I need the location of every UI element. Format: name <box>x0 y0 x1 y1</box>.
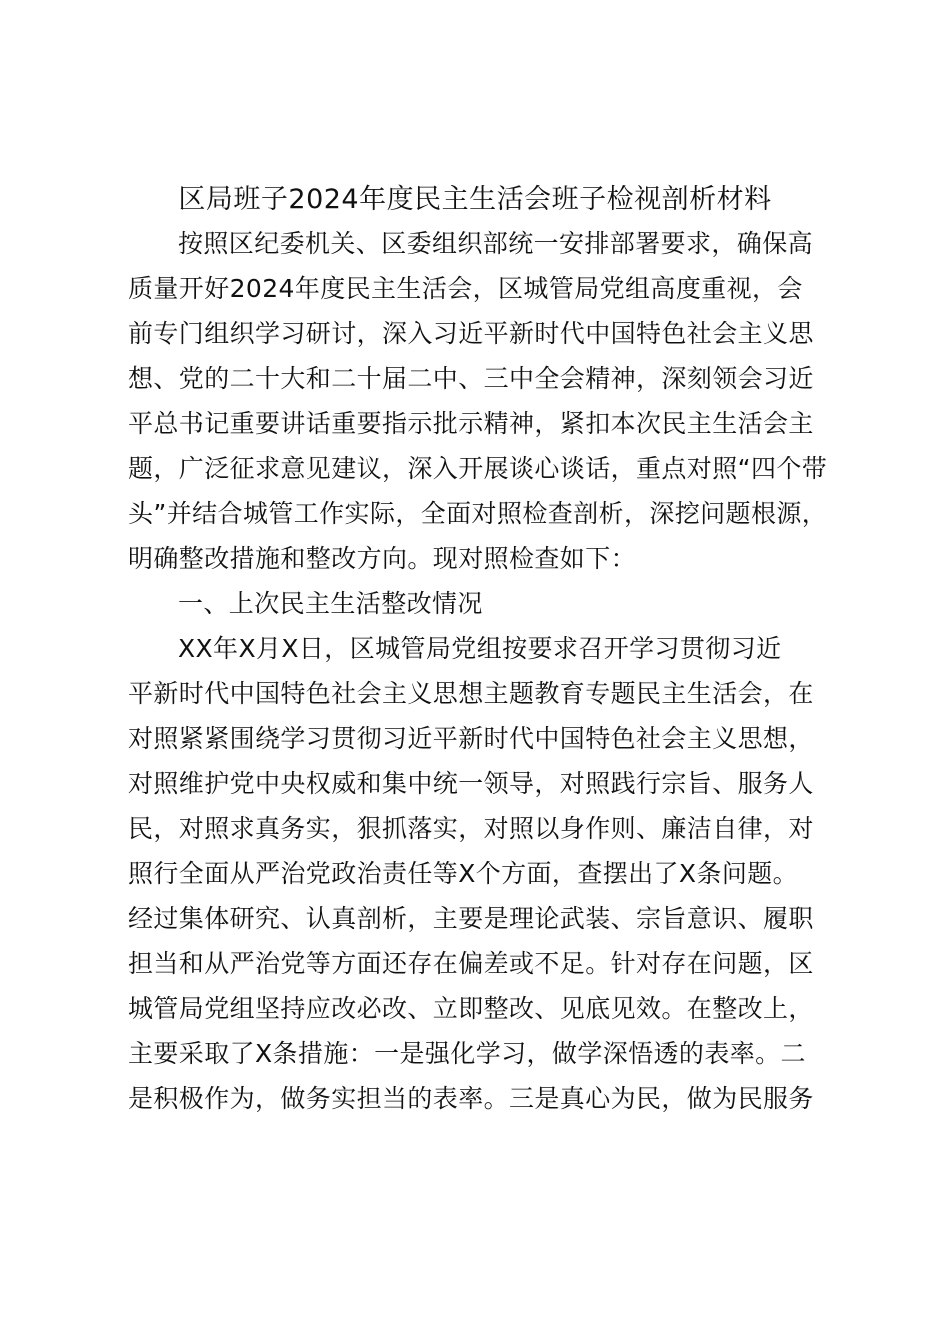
paragraph-line: 明确整改措施和整改方向。现对照检查如下： <box>128 544 637 573</box>
paragraph-line: 民，对照求真务实，狠抓落实，对照以身作则、廉洁自律，对 <box>128 814 814 843</box>
paragraph-line: 担当和从严治党等方面还存在偏差或不足。针对存在问题，区 <box>128 949 814 978</box>
paragraph-line: 照行全面从严治党政治责任等X个方面，查摆出了X条问题。 <box>128 859 799 888</box>
paragraph-line: 是积极作为，做务实担当的表率。三是真心为民，做为民服务 <box>128 1084 814 1113</box>
paragraph-line: 质量开好2024年度民主生活会，区城管局党组高度重视，会 <box>128 274 803 303</box>
paragraph-line: 平总书记重要讲话重要指示批示精神，紧扣本次民主生活会主 <box>128 409 814 438</box>
section-heading: 一、上次民主生活整改情况 <box>178 589 483 618</box>
document-title: 区局班子2024年度民主生活会班子检视剖析材料 <box>178 184 772 215</box>
paragraph-line: 前专门组织学习研讨，深入习近平新时代中国特色社会主义思 <box>128 319 814 348</box>
paragraph-line: 头”并结合城管工作实际，全面对照检查剖析，深挖问题根源， <box>128 499 828 528</box>
paragraph-line: 平新时代中国特色社会主义思想主题教育专题民主生活会，在 <box>128 679 814 708</box>
paragraph-line: 经过集体研究、认真剖析，主要是理论武装、宗旨意识、履职 <box>128 904 814 933</box>
paragraph-line: 对照紧紧围绕学习贯彻习近平新时代中国特色社会主义思想， <box>128 724 814 753</box>
paragraph-line: 题，广泛征求意见建议，深入开展谈心谈话，重点对照“四个带 <box>128 454 828 483</box>
paragraph-line: 城管局党组坚持应改必改、立即整改、见底见效。在整改上， <box>128 994 814 1023</box>
paragraph-line: 主要采取了X条措施：一是强化学习，做学深悟透的表率。二 <box>128 1039 806 1068</box>
paragraph-line: 按照区纪委机关、区委组织部统一安排部署要求，确保高 <box>178 229 814 258</box>
paragraph-line: 想、党的二十大和二十届二中、三中全会精神，深刻领会习近 <box>128 364 814 393</box>
paragraph-line: 对照维护党中央权威和集中统一领导，对照践行宗旨、服务人 <box>128 769 814 798</box>
paragraph-line: XX年X月X日，区城管局党组按要求召开学习贯彻习近 <box>178 634 782 663</box>
